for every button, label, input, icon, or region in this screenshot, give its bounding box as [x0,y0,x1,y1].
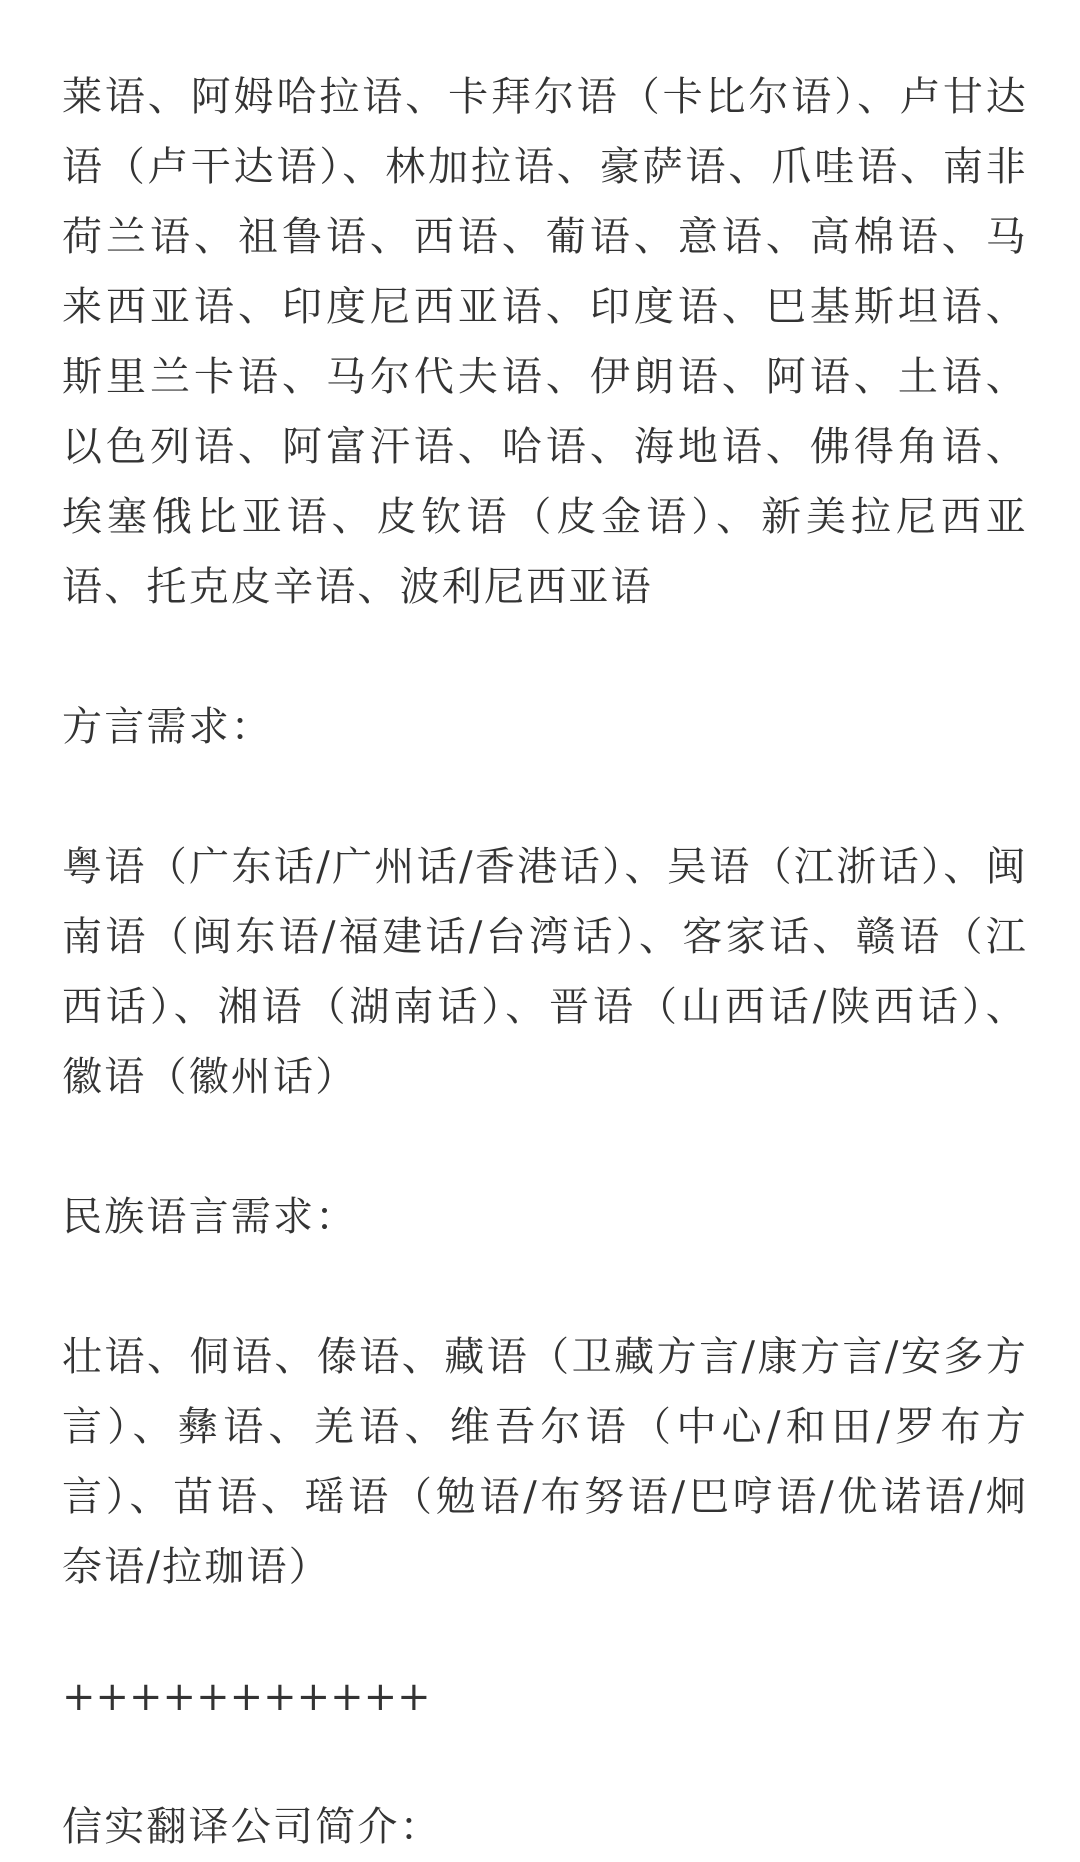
company-intro-heading: 信实翻译公司简介： [62,1804,442,1850]
spacer [62,762,1028,832]
ethnic-languages-heading: 民族语言需求： [62,1194,358,1240]
article-body [62,62,1028,1862]
spacer [62,1252,1028,1322]
section-divider: +++++++++++ [62,1674,431,1720]
ethnic-languages-paragraph: 壮语、侗语、傣语、藏语（卫藏方言/康方言/安多方言）、彝语、羌语、维吾尔语（中心/和田/罗布方言）、苗语、瑶语（勉语/布努语/巴哼语/优诺语/炯奈语/拉珈语） [62,1334,1028,1590]
dialects-paragraph: 粤语（广东话/广州话/香港话）、吴语（江浙话）、闽南语（闽东语/福建话/台湾话）、客家话、赣语（江西话）、湘语（湖南话）、晋语（山西话/陕西话）、徽语（徽州话） [62,844,1028,1100]
spacer [62,1732,1028,1792]
spacer [62,1602,1028,1662]
spacer [62,1112,1028,1182]
foreign-languages-paragraph: 莱语、阿姆哈拉语、卡拜尔语（卡比尔语）、卢甘达语（卢干达语）、林加拉语、豪萨语、爪哇语、南非荷兰语、祖鲁语、西语、葡语、意语、高棉语、马来西亚语、印度尼西亚语、印度语、巴基斯坦语、斯里兰卡语、马尔代夫语、伊朗语、阿语、土语、以色列语、阿富汗语、哈语、海地语、佛得角语、埃塞俄比亚语、皮钦语（皮金语）、新美拉尼西亚语、托克皮辛语、波利尼西亚语 [62,74,1028,610]
spacer [62,622,1028,692]
dialects-heading: 方言需求： [62,704,273,750]
